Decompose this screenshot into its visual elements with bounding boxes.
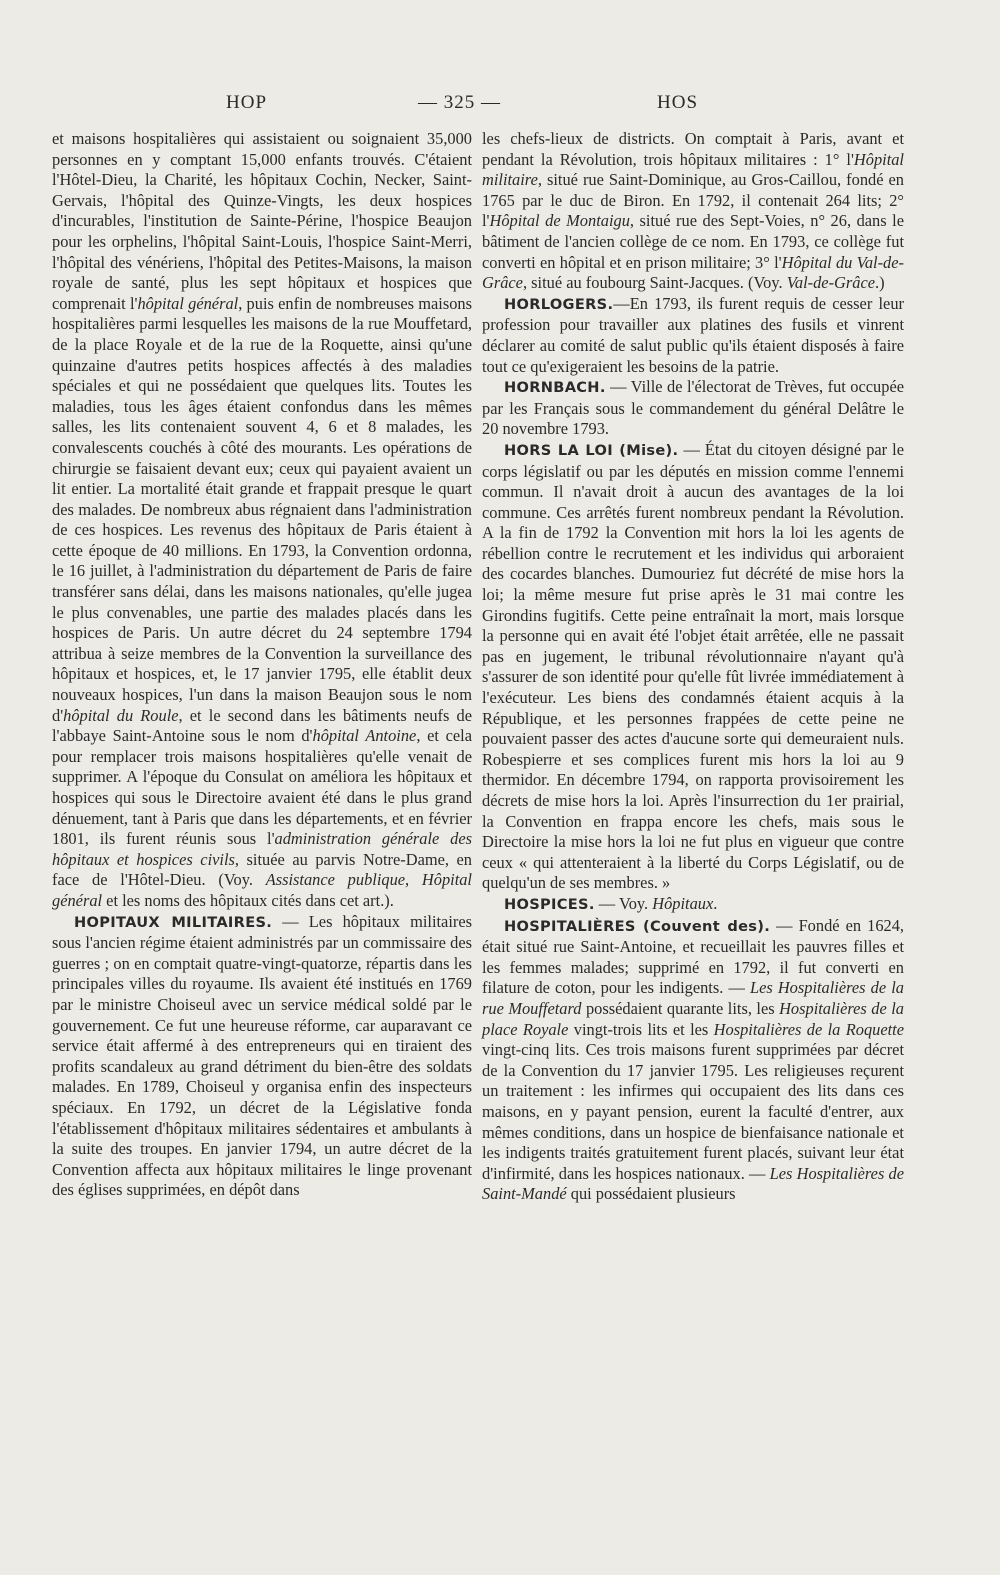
page-number: — 325 — (418, 92, 501, 113)
entry-hospitalieres: HOSPITALIÈRES (Couvent des). — Fondé en 1624, était situé rue Saint-Antoine, et recueillait les pauvres filles et les femmes malades; supprimé en 1792, il fut converti en filature de coton, pour les indigents. — Les Hospitalières de la rue Mouffetard possédaient quarante lits, les Hospitalières de la place Royale vingt-trois lits et les Hospitalières de la Roquette vingt-cinq lits. Ces trois maisons furent supprimées par décret de la Convention du 17 janvier 1795. Les religieuses reçurent un traitement : les infirmes qui occupaient des lits dans ces maisons, en y payant pension, eurent la faculté d'entrer, aux mêmes conditions, dans un hospice de bienfaisance nationale et les indigents traités gratuitement furent placés, suivant leur état d'infirmité, dans les hospices nationaux. — Les Hospitalières de Saint-Mandé qui possédaient plusieurs (482, 915, 905, 1204)
entry-hospices: HOSPICES. — Voy. Hôpitaux. (504, 893, 718, 913)
entry-heading: HOPITAUX MILITAIRES. (74, 913, 273, 931)
entry-hors-la-loi: HORS LA LOI (Mise). — État du citoyen désigné par le corps législatif ou par les députés en mission comme l'ennemi commun. Il n'avait droit à aucun des avantages de la loi commune. Ces arrêtés furent nombreux pendant la Révolution. A la fin de 1792 la Convention mit hors la loi les agents de rébellion contre le recrutement et les individus qui arboraient des cocardes blanches. Dumouriez fut décrété de mise hors la loi; la même mesure fut prise après le 31 mai contre les Girondins fugitifs. Cette peine entraînait la mort, mais lorsque la personne qui en avait été l'objet était arrêtée, elle ne passait pas en jugement, le tribunal révolutionnaire n'ayant qu'à s'assurer de son identité pour qu'elle fût livrée immédiatement à l'exécuteur. Les biens des condamnés étaient acquis à la République, et les personnes frappées de cette peine ne pouvaient passer des actes d'aucune sorte qui demeuraient nuls. Robespierre et ses complices furent mis hors la loi au 9 thermidor. En décembre 1794, on rapporta provisoirement les décrets de mise hors la loi. Après l'insurrection du 1er prairial, la Convention en frappa encore les chefs, mais sous le Directoire la mise hors la loi ne fut plus en vigueur que contre ceux « qui attenteraient à la liberté du Corps Législatif, ou de quelqu'un de ses membres. » (482, 439, 905, 893)
left-column (52, 129, 472, 1201)
paragraph-hopitaux-civils: et maisons hospitalières qui assistaient ou soignaient 35,000 personnes en y comptant 15,000 enfants trouvés. C'étaient l'Hôtel-Dieu, la Charité, les hôpitaux Cochin, Necker, Saint-Gervais, l'hôpital des Quinze-Vingts, les deux hospices d'incurables, l'institution de Sainte-Périne, l'hospice Beaujon pour les orphelins, l'hôpital Saint-Louis, l'hospice Saint-Merri, l'hôpital des vénériens, l'hôpital des Petites-Maisons, la maison royale de santé, plus les sept hôpitaux et hospices que comprenait l'hôpital général, puis enfin de nombreuses maisons hospitalières parmi lesquelles les maisons de la rue Mouffetard, de la place Royale et de la rue de la Roquette, ainsi qu'une quinzaine d'autres petits hospices affectés à des maladies spéciales et qui ne possédaient que quelques lits. Toutes les maladies, tous les âges étaient confondus dans les mêmes salles, les lits contenaient souvent 4, 6 et 8 malades, les convalescents couchés à côté des mourants. Les opérations de chirurgie se faisaient devant eux; ceux qui payaient avaient un lit entier. La mortalité était grande et frappait presque le quart des malades. De nombreux abus régnaient dans l'administration de ces hospices. Les revenus des hôpitaux de Paris étaient à cette époque de 40 millions. En 1793, la Convention ordonna, le 16 juillet, à l'administration du département de Paris de faire transférer sans délai, dans les maisons nationales, qu'elle jugea le plus convenables, une partie des malades placés dans les hospices de Paris. Un autre décret du 24 septembre 1794 attribua à seize membres de la Convention la surveillance des hôpitaux et hospices, et, le 17 janvier 1795, elle établit deux nouveaux hospices, l'un dans la maison Beaujon sous le nom d'hôpital du Roule, et le second dans les bâtiments neufs de l'abbaye Saint-Antoine sous le nom d'hôpital Antoine, et cela pour remplacer trois maisons hospitalières qu'elle venait de supprimer. A l'époque du Consulat on améliora les hôpitaux et hospices qui sous le Directoire avaient été dans le plus grand dénuement, tant à Paris que dans les départements, et en février 1801, ils furent réunis sous l'administration générale des hôpitaux et hospices civils, située au parvis Notre-Dame, en face de l'Hôtel-Dieu. (Voy. Assistance publique, Hôpital général et les noms des hôpitaux cités dans cet art.). (52, 129, 472, 910)
right-column (482, 129, 904, 1205)
entry-heading: HORLOGERS. (504, 295, 614, 313)
entry-heading: HORNBACH. (504, 379, 606, 397)
running-head-right: HOS (657, 92, 699, 113)
running-head-left: HOP (226, 92, 268, 113)
entry-hornbach: HORNBACH. — Ville de l'électorat de Trèves, fut occupée par les Français sous le commandement du général Delâtre le 20 novembre 1793. (482, 377, 904, 439)
entry-heading: HOSPITALIÈRES (Couvent des). (504, 917, 771, 935)
running-head (0, 92, 1000, 122)
paragraph-hopitaux-militaires-cont: les chefs-lieux de districts. On comptait à Paris, avant et pendant la Révolution, trois hôpitaux militaires : 1° l'Hôpital militaire, situé rue Saint-Dominique, au Gros-Caillou, fondé en 1765 par le duc de Biron. En 1792, il contenait 264 lits; 2° l'Hôpital de Montaigu, situé rue des Sept-Voies, n° 26, dans le bâtiment de l'ancien collège de ce nom. En 1793, ce collège fut converti en hôpital et en prison militaire; 3° l'Hôpital du Val-de-Grâce, situé au foubourg Saint-Jacques. (Voy. Val-de-Grâce.) (482, 129, 905, 293)
entry-heading: HOSPICES. (504, 895, 595, 913)
entry-heading: HORS LA LOI (Mise). (504, 441, 679, 459)
entry-hopitaux-militaires: HOPITAUX MILITAIRES. — Les hôpitaux militaires sous l'ancien régime étaient administrés par un commissaire des guerres ; on en comptait quatre-vingt-quatorze, répartis dans les principales villes du royaume. Ils avaient été institués en 1769 par le ministre Choiseul avec un service médical soldé par le gouvernement. Ce fut une heureuse réforme, car auparavant ce service était affermé à des entrepreneurs qui en tiraient des profits scandaleux au grand détriment du bien-être des soldats malades. En 1789, Choiseul y organisa enfin des inspecteurs spéciaux. En 1792, un décret de la Législative fonda l'établissement d'hôpitaux militaires sédentaires et ambulants à la suite des troupes. En janvier 1794, un autre décret de la Convention affecta aux hôpitaux militaires le linge provenant des églises supprimées, en dépôt dans (52, 911, 472, 1200)
entry-horlogers: HORLOGERS.—En 1793, ils furent requis de cesser leur profession pour travailler aux platines des fusils et vinrent déclarer au comité de salut public qu'ils étaient disposés à faire tout ce qu'exigeraient les besoins de la patrie. (482, 293, 904, 376)
